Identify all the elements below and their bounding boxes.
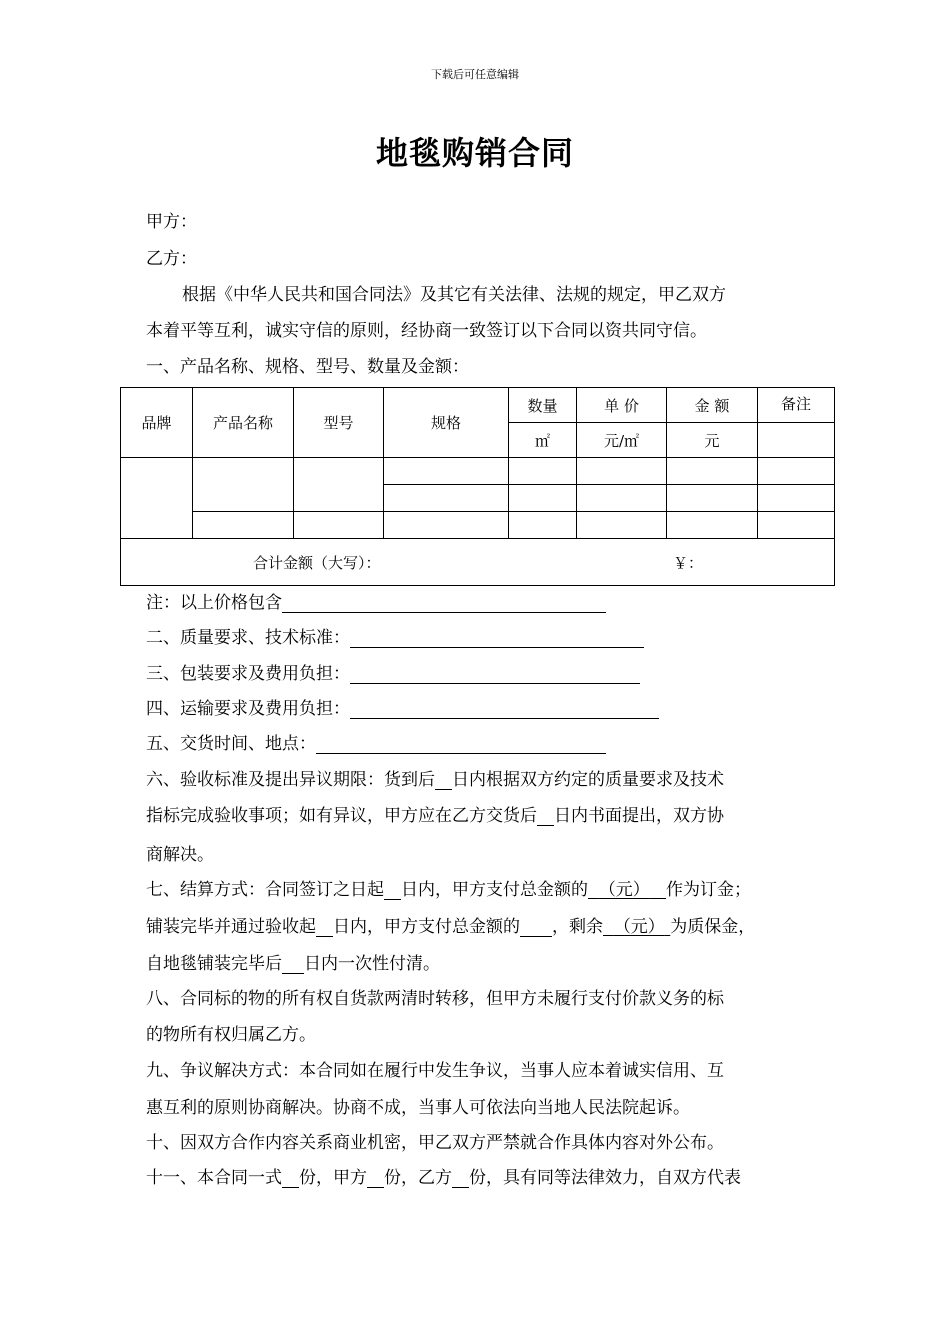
clause-6-text-c: 指标完成验收事项；如有异议，甲方应在乙方交货后 — [146, 806, 537, 826]
empty-cell — [577, 485, 667, 512]
clause-10: 十、因双方合作内容关系商业机密，甲乙双方严禁就合作具体内容对外公布。 — [146, 1133, 724, 1153]
header-product-name: 产品名称 — [193, 388, 294, 458]
clause-4-label: 四、运输要求及费用负担： — [146, 699, 350, 719]
total-row — [121, 539, 835, 586]
header-remarks: 备注 — [758, 388, 835, 423]
empty-cell — [509, 485, 577, 512]
clause-11-text-c: 份，乙方 — [384, 1168, 452, 1188]
clause-5-blank — [316, 735, 606, 754]
header-spec: 规格 — [384, 388, 509, 458]
yuan-unit: （元） — [598, 880, 650, 900]
clause-9-line-2: 惠互利的原则协商解决。协商不成，当事人可依法向当地人民法院起诉。 — [146, 1098, 690, 1118]
clause-7-line-3 — [146, 954, 440, 974]
note-blank — [282, 594, 606, 613]
clause-6-text-b: 日内根据双方约定的质量要求及技术 — [452, 770, 724, 790]
clause-3-label: 三、包装要求及费用负担： — [146, 664, 350, 684]
clause-11-line-1 — [146, 1168, 741, 1188]
clause-7-line-2 — [146, 917, 755, 937]
preamble-line-2: 本着平等互利，诚实守信的原则，经协商一致签订以下合同以资共同守信。 — [146, 321, 707, 341]
days-blank — [384, 881, 401, 900]
clause-6-line-3: 商解决。 — [146, 845, 214, 865]
empty-cell — [121, 458, 193, 539]
clause-6-line-1 — [146, 770, 724, 790]
clause-7-text-g: 为质保金， — [670, 917, 756, 937]
header-brand: 品牌 — [121, 388, 193, 458]
empty-cell — [384, 512, 509, 539]
header-quantity-unit: ㎡ — [509, 423, 577, 458]
copies-blank — [367, 1169, 384, 1188]
header-note: 下载后可任意编辑 — [431, 68, 519, 81]
days-blank — [316, 918, 333, 937]
empty-cell — [758, 485, 835, 512]
retention-amount-blank — [603, 917, 670, 937]
clause-7-text-e: 日内，甲方支付总金额的 — [333, 917, 520, 937]
clause-7-text-f: ，剩余 — [552, 917, 603, 937]
empty-cell — [509, 512, 577, 539]
clause-4-blank — [350, 700, 659, 719]
clause-7-line-1 — [146, 880, 751, 900]
header-amount: 金 额 — [667, 388, 758, 423]
empty-cell — [667, 512, 758, 539]
section1-title: 一、产品名称、规格、型号、数量及金额： — [146, 357, 469, 377]
product-table — [120, 387, 835, 586]
empty-cell — [193, 512, 294, 539]
empty-cell — [577, 512, 667, 539]
document-title: 地毯购销合同 — [375, 134, 574, 172]
clause-6-line-2 — [146, 806, 724, 826]
yuan-unit: （元） — [613, 917, 665, 937]
empty-cell — [193, 458, 294, 512]
clause-7-text-a: 七、结算方式：合同签订之日起 — [146, 880, 384, 900]
header-amount-unit: 元 — [667, 423, 758, 458]
clause-6-text-a: 六、验收标准及提出异议期限：货到后 — [146, 770, 435, 790]
clause-7-text-d: 铺装完毕并通过验收起 — [146, 917, 316, 937]
empty-cell — [384, 458, 509, 485]
days-blank — [435, 771, 452, 790]
clause-7-text-b: 日内，甲方支付总金额的 — [401, 880, 588, 900]
empty-cell — [577, 458, 667, 485]
header-model: 型号 — [294, 388, 384, 458]
clause-3 — [146, 664, 640, 684]
clause-3-blank — [350, 665, 640, 684]
clause-5-label: 五、交货时间、地点： — [146, 734, 316, 754]
clause-11-text-b: 份，甲方 — [299, 1168, 367, 1188]
empty-cell — [384, 485, 509, 512]
clause-2-blank — [350, 629, 644, 648]
empty-cell — [758, 512, 835, 539]
copies-blank — [452, 1169, 469, 1188]
empty-cell — [667, 458, 758, 485]
clause-8-line-1: 八、合同标的物的所有权自货款两清时转移，但甲方未履行支付价款义务的标 — [146, 989, 724, 1009]
deposit-amount-blank — [588, 880, 666, 900]
clause-5 — [146, 734, 606, 754]
days-blank — [537, 807, 554, 826]
clause-6-text-d: 日内书面提出，双方协 — [554, 806, 724, 826]
clause-7-text-h: 自地毯铺装完毕后 — [146, 954, 282, 974]
preamble-line-1: 根据《中华人民共和国合同法》及其它有关法律、法规的规定，甲乙双方 — [182, 285, 726, 305]
clause-4 — [146, 699, 659, 719]
note-label: 注：以上价格包含 — [146, 593, 282, 613]
total-symbol: ￥： — [673, 554, 704, 572]
party-a-label: 甲方： — [146, 212, 197, 232]
empty-cell — [294, 512, 384, 539]
header-unit-price: 单 价 — [577, 388, 667, 423]
days-blank — [282, 955, 304, 974]
clause-2 — [146, 628, 644, 648]
clause-2-label: 二、质量要求、技术标准： — [146, 628, 350, 648]
clause-11-text-d: 份，具有同等法律效力，自双方代表 — [469, 1168, 741, 1188]
empty-cell — [667, 485, 758, 512]
empty-cell — [758, 458, 835, 485]
note-line — [146, 593, 606, 613]
empty-cell — [758, 423, 835, 458]
party-b-label: 乙方： — [146, 249, 197, 269]
empty-cell — [294, 458, 384, 512]
clause-7-text-c: 作为订金； — [666, 880, 752, 900]
header-quantity: 数量 — [509, 388, 577, 423]
empty-cell — [509, 458, 577, 485]
clause-7-text-i: 日内一次性付清。 — [304, 954, 440, 974]
percent-blank — [520, 918, 552, 937]
total-label: 合计金额（大写）： — [253, 554, 381, 572]
header-unit-price-unit: 元/㎡ — [577, 423, 667, 458]
clause-9-line-1: 九、争议解决方式：本合同如在履行中发生争议，当事人应本着诚实信用、互 — [146, 1061, 724, 1081]
copies-blank — [282, 1169, 299, 1188]
clause-8-line-2: 的物所有权归属乙方。 — [146, 1025, 316, 1045]
clause-11-text-a: 十一、本合同一式 — [146, 1168, 282, 1188]
